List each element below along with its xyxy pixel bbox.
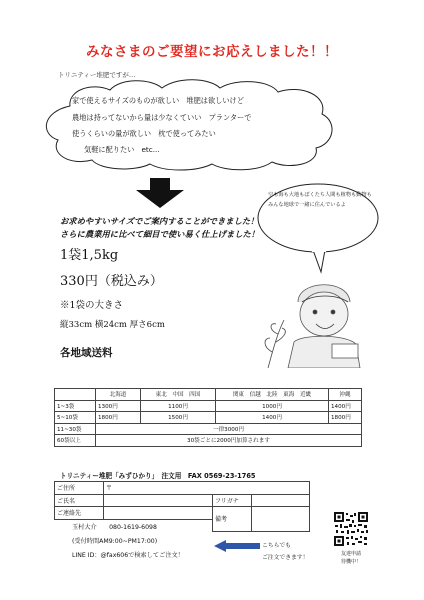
header-kanto: 関東 信越 北陸 東海 近畿 <box>216 389 329 401</box>
table-row <box>55 400 362 412</box>
shipping-title: 各地域送料 <box>60 347 113 359</box>
size-title: ※1袋の大きさ <box>60 300 124 311</box>
qr-caption-1: 友達申請 <box>340 551 361 557</box>
contact-field[interactable] <box>104 507 213 520</box>
cell-flat-rate: 一律3000円 <box>96 423 362 435</box>
qr-caption-2: 待機中！ <box>340 559 361 565</box>
cell-okinawa: 1400円 <box>329 400 362 412</box>
table-row <box>55 507 310 520</box>
left-arrow-icon <box>214 540 260 552</box>
speech-cloud <box>40 76 340 171</box>
request-line-3: 使うくらいの量が欲しい 枕で使ってみたい <box>72 129 216 138</box>
row-label: 1~3袋 <box>55 400 96 412</box>
address-label: ご住所 <box>55 482 104 495</box>
row-label: 60袋以上 <box>55 435 96 447</box>
table-row <box>55 494 310 507</box>
intro-text: トリニティー堆肥ですが… <box>58 71 136 79</box>
announce-line-1: お求めやすいサイズでご案内することができました！ <box>60 216 259 226</box>
cell-hokkaido: 1800円 <box>96 412 141 424</box>
request-line-4: 気軽に配りたい etc... <box>84 145 160 154</box>
cell-okinawa: 1800円 <box>329 412 362 424</box>
address-field[interactable]: 〒 <box>104 482 310 495</box>
remarks-field[interactable] <box>252 507 310 532</box>
farmer-illustration <box>258 272 388 368</box>
contact-line-id: LINE ID：@fax606で検索してご注文！ <box>72 552 184 559</box>
table-row <box>55 482 310 495</box>
name-label: ご氏名 <box>55 494 104 507</box>
weight: 1袋1,5kg <box>60 248 119 263</box>
table-row <box>55 389 362 401</box>
header-okinawa: 沖縄 <box>329 389 362 401</box>
name-field[interactable] <box>104 494 213 507</box>
contact-phone: 玉村大介 080-1619-6098 <box>72 524 157 531</box>
cell-surcharge: 30袋ごとに2000円加算されます <box>96 435 362 447</box>
side-note-1: こちらでも <box>262 543 291 549</box>
contact-hours: (受付時間AM9:00~PM17:00) <box>72 538 158 545</box>
furigana-field[interactable] <box>252 494 310 507</box>
side-note-2: ご注文できます！ <box>262 555 309 561</box>
row-label: 5~10袋 <box>55 412 96 424</box>
table-cell <box>55 389 96 401</box>
table-row <box>55 423 362 435</box>
request-line-1: 家で使えるサイズのものが欲しい 堆肥は欲しいけど <box>72 96 244 105</box>
cell-tohoku: 1500円 <box>141 412 216 424</box>
cell-hokkaido: 1300円 <box>96 400 141 412</box>
header-hokkaido: 北海道 <box>96 389 141 401</box>
size: 縦33cm 横24cm 厚さ6cm <box>60 320 165 330</box>
request-line-2: 農地は持ってないから量は少なくていい プランターで <box>72 113 252 122</box>
cell-tohoku: 1100円 <box>141 400 216 412</box>
down-arrow-icon <box>132 178 188 208</box>
price: 330円（税込み） <box>60 274 163 289</box>
row-label: 11~30袋 <box>55 423 96 435</box>
table-row <box>55 412 362 424</box>
table-row <box>55 435 362 447</box>
contact-label: ご連絡先 <box>55 507 104 520</box>
cell-kanto: 1400円 <box>216 412 329 424</box>
furigana-label: フリガナ <box>213 494 252 507</box>
remarks-label: 備考 <box>213 507 252 532</box>
cell-kanto: 1000円 <box>216 400 329 412</box>
order-title: トリニティー堆肥「みずひかり」 注文用 FAX 0569-23-1765 <box>60 472 256 480</box>
header-tohoku: 東北 中国 四国 <box>141 389 216 401</box>
announce-line-2: さらに農業用に比べて細目で使い易く仕上げました！ <box>60 229 260 239</box>
qr-code[interactable] <box>333 511 369 547</box>
headline: みなさまのご要望にお応えしました！！ <box>86 44 338 60</box>
bubble-text: 空も海も大地もぼくたち人間も植物も動物もみんな地球で一緒に住んでいるよ <box>268 192 372 208</box>
shipping-table <box>54 388 362 447</box>
